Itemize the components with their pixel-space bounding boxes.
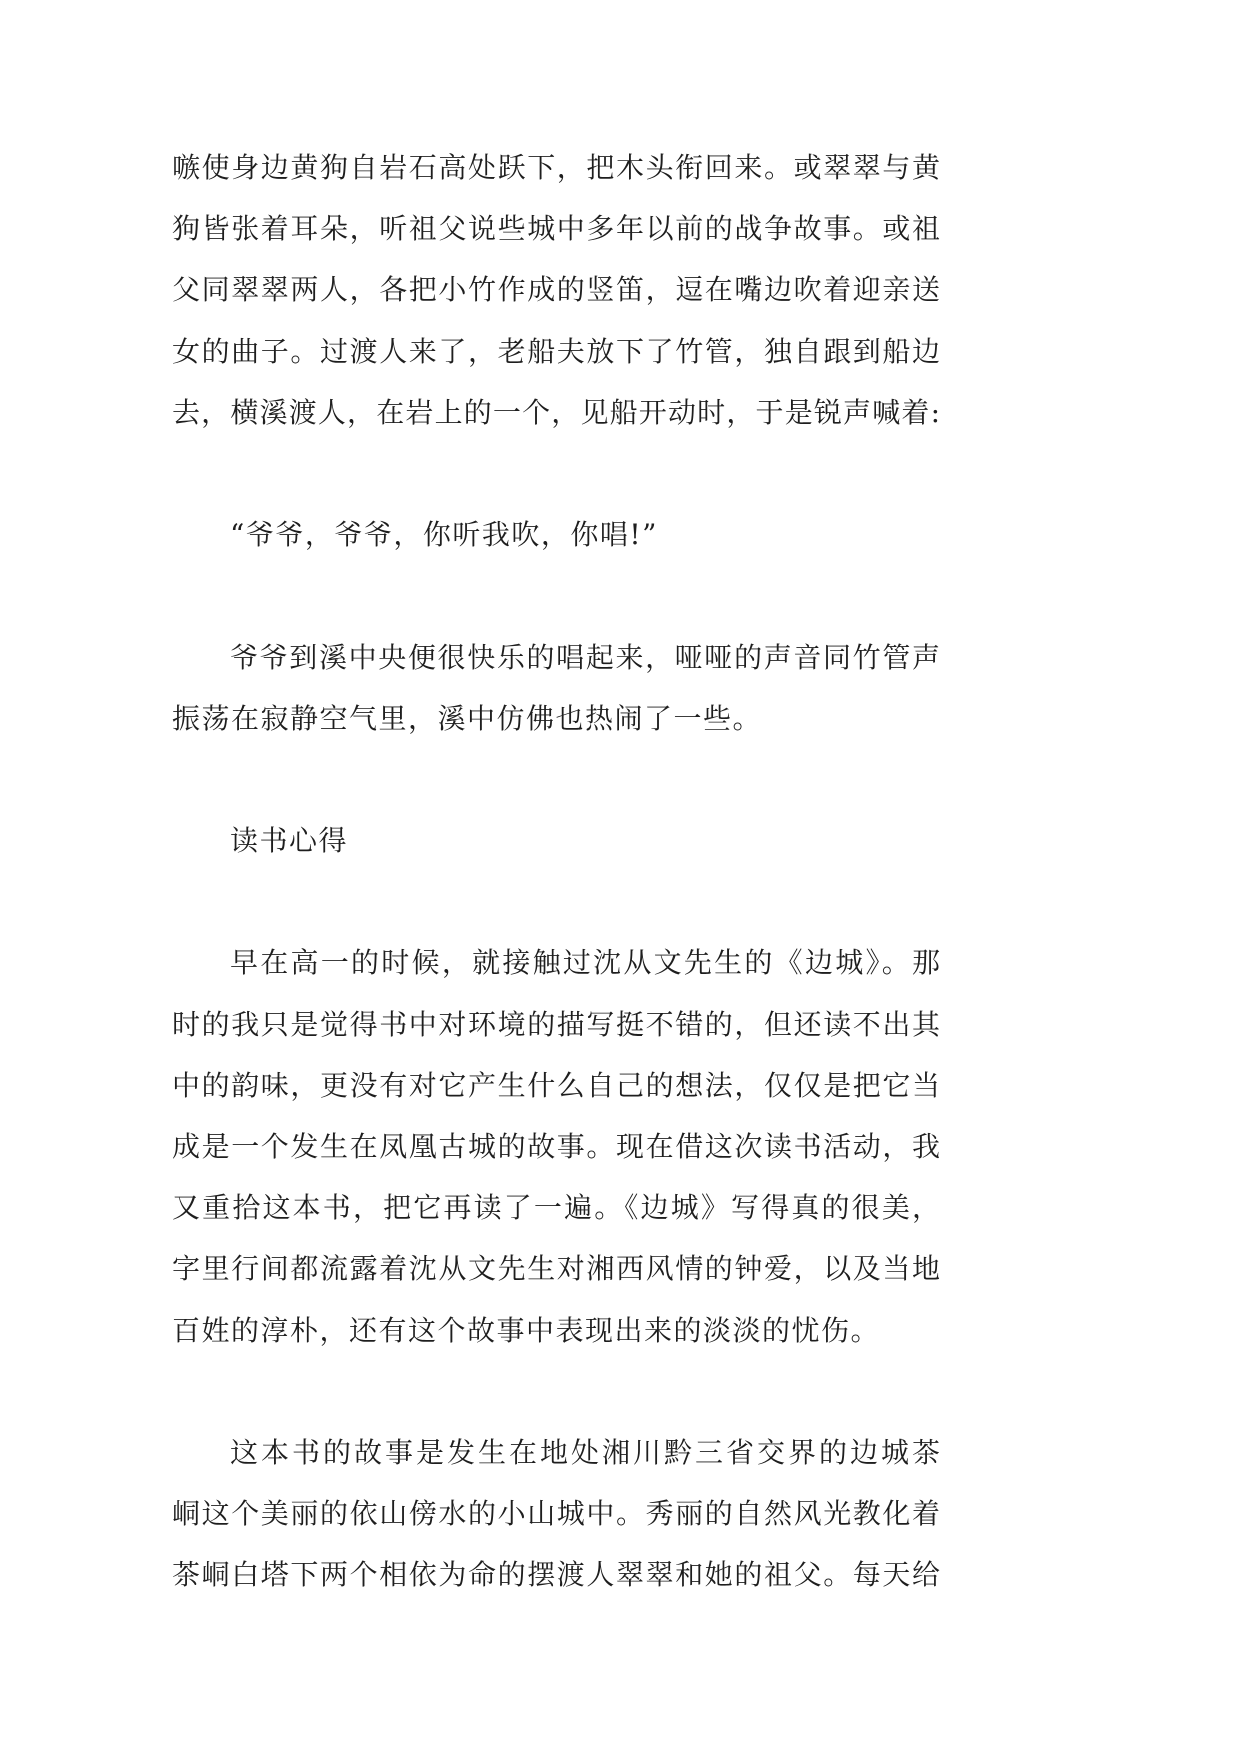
paragraph-reflection bbox=[172, 932, 940, 1360]
paragraph-line: 狗皆张着耳朵，听祖父说些城中多年以前的战争故事。或祖 bbox=[172, 212, 940, 246]
paragraph-line: 爷爷到溪中央便很快乐的唱起来，哑哑的声音同竹管声 bbox=[230, 640, 940, 674]
paragraph-line: 嗾使身边黄狗自岩石高处跃下，把木头衔回来。或翠翠与黄 bbox=[172, 151, 940, 184]
paragraph-line: 茶峒白塔下两个相依为命的摆渡人翠翠和她的祖父。每天给 bbox=[172, 1558, 940, 1592]
paragraph-line: 成是一个发生在凤凰古城的故事。现在借这次读书活动，我 bbox=[172, 1130, 940, 1163]
paragraph-line: 早在高一的时候，就接触过沈从文先生的《边城》。那 bbox=[230, 946, 940, 980]
paragraph-line: 女的曲子。过渡人来了，老船夫放下了竹管，独自跟到船边 bbox=[172, 334, 940, 368]
paragraph-line: 百姓的淳朴，还有这个故事中表现出来的淡淡的忧伤。 bbox=[172, 1313, 881, 1347]
paragraph-story-setting bbox=[172, 1422, 940, 1606]
section-heading bbox=[172, 810, 940, 871]
paragraph-line: 峒这个美丽的依山傍水的小山城中。秀丽的自然风光教化着 bbox=[172, 1497, 940, 1531]
paragraph-line: 字里行间都流露着沈从文先生对湘西风情的钟爱，以及当地 bbox=[172, 1252, 940, 1286]
document-body bbox=[172, 137, 940, 1667]
paragraph-line: 又重拾这本书，把它再读了一遍。《边城》写得真的很美， bbox=[172, 1191, 940, 1225]
paragraph-grandpa-sings bbox=[172, 627, 940, 749]
paragraph-line: 中的韵味，更没有对它产生什么自己的想法，仅仅是把它当 bbox=[172, 1068, 940, 1102]
paragraph-line: 去，横溪渡人，在岩上的一个，见船开动时，于是锐声喊着: bbox=[172, 395, 940, 429]
paragraph-quote bbox=[172, 504, 940, 565]
paragraph-line: 时的我只是觉得书中对环境的描写挺不错的，但还读不出其 bbox=[172, 1007, 940, 1041]
paragraph-line: 父同翠翠两人，各把小竹作成的竖笛，逗在嘴边吹着迎亲送 bbox=[172, 273, 940, 307]
paragraph-line: 这本书的故事是发生在地处湘川黔三省交界的边城茶 bbox=[230, 1435, 940, 1469]
quote-line: “爷爷，爷爷，你听我吹，你唱!” bbox=[230, 518, 658, 552]
paragraph-story-continuation bbox=[172, 137, 940, 443]
paragraph-line: 振荡在寂静空气里，溪中仿佛也热闹了一些。 bbox=[172, 701, 763, 735]
heading-reading-notes: 读书心得 bbox=[230, 824, 349, 858]
